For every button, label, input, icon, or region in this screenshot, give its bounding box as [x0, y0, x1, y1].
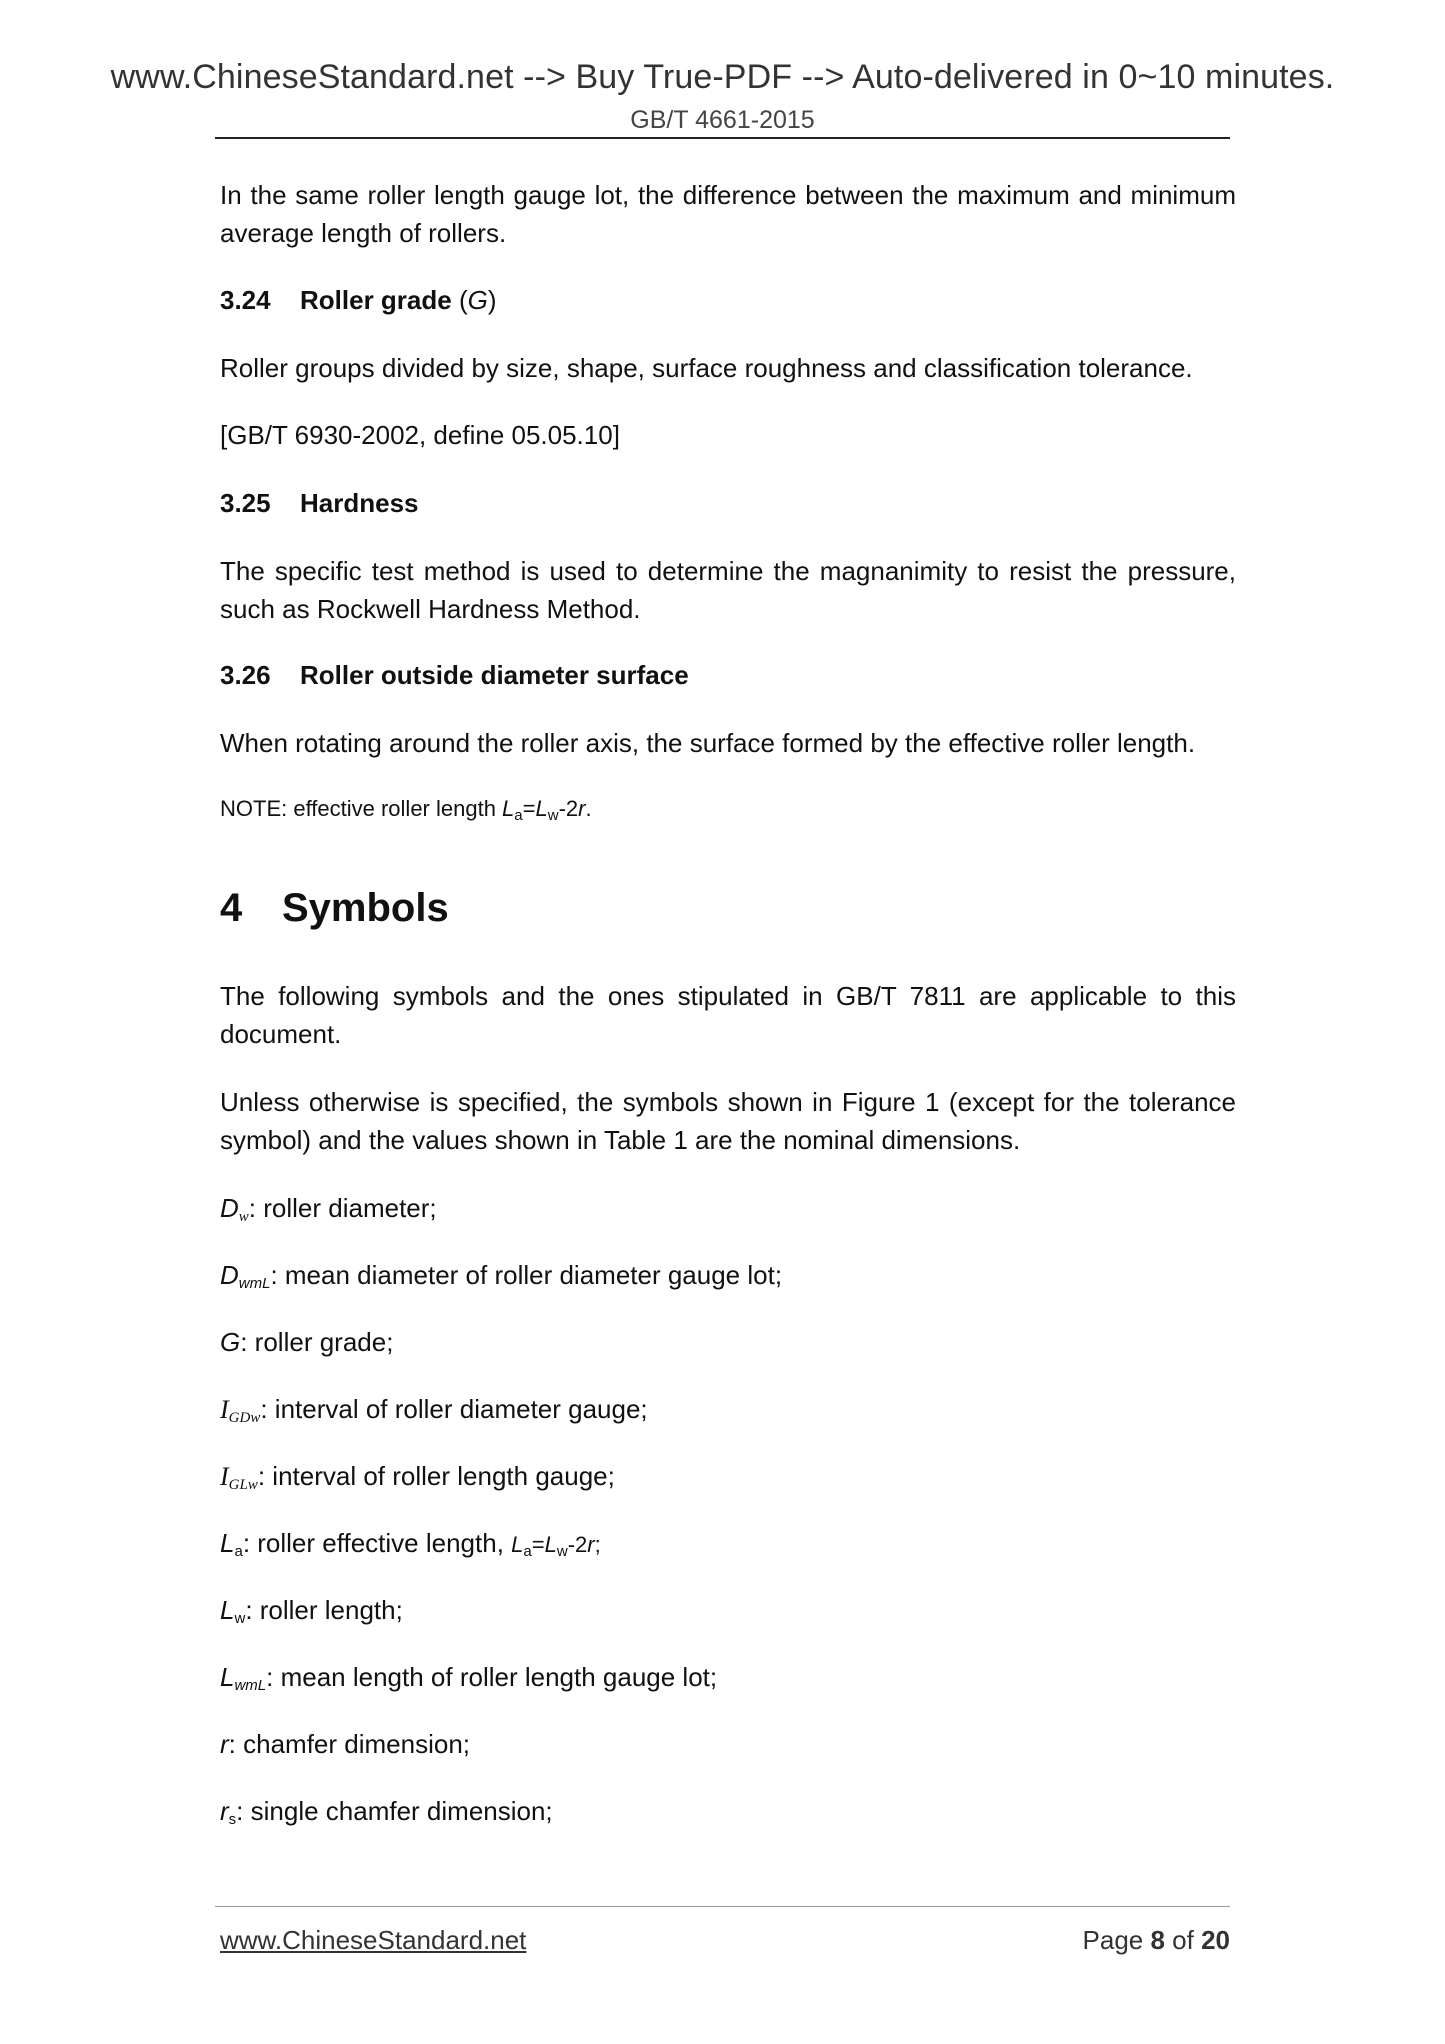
symbol-subscript: GLw: [228, 1477, 258, 1493]
symbol-description: : roller grade;: [240, 1327, 394, 1357]
clause-3-24-definition: Roller groups divided by size, shape, surface roughness and classification tolerance.: [220, 353, 1193, 383]
footer-site-link[interactable]: www.ChineseStandard.net: [220, 1925, 527, 1955]
clause-3-24-heading: [220, 285, 497, 316]
symbol-base: I: [220, 1462, 229, 1491]
symbol-description: : single chamfer dimension;: [236, 1796, 553, 1826]
page-total: 20: [1201, 1925, 1230, 1955]
standard-code: GB/T 4661-2015: [630, 106, 815, 134]
clause-symbol: G: [467, 285, 488, 315]
symbol-lw: [220, 1595, 403, 1627]
symbol-subscript: wmL: [238, 1275, 271, 1292]
symbol-base: L: [220, 1595, 235, 1625]
clause-3-26-definition: When rotating around the roller axis, the surface formed by the effective roller length.: [220, 728, 1196, 758]
formula-equals: =: [531, 1532, 545, 1557]
note-subscript: w: [547, 807, 559, 824]
header-divider: [215, 137, 1230, 139]
symbol-description: : roller diameter;: [248, 1193, 437, 1223]
clause-3-25-heading: [220, 488, 419, 519]
symbol-formula: [511, 1532, 601, 1560]
clause-title: Hardness: [300, 488, 419, 518]
section-4-paragraph-1: The following symbols and the ones stipulated in GB/T 7811 are applicable to this document.: [220, 981, 1236, 1049]
symbol-iglw: [220, 1461, 615, 1494]
symbol-base: I: [220, 1395, 229, 1424]
formula-end: ;: [594, 1532, 601, 1557]
clause-3-24-source: [GB/T 6930-2002, define 05.05.10]: [220, 420, 620, 450]
page-of: of: [1164, 1925, 1202, 1955]
symbol-description: : roller effective length,: [242, 1528, 512, 1558]
note-symbol: L: [535, 796, 548, 821]
clause-number: 3.25: [220, 488, 271, 518]
symbol-subscript: a: [234, 1543, 243, 1560]
formula-symbol: r: [587, 1532, 595, 1557]
clause-title: Roller grade: [300, 285, 452, 315]
symbol-subscript: s: [228, 1811, 237, 1828]
symbol-base: G: [220, 1327, 241, 1357]
section-number: 4: [220, 886, 243, 930]
clause-3-25-definition: The specific test method is used to determine the magnanimity to resist the pressure, such as Rockwell Hardness Method.: [220, 556, 1236, 624]
intro-paragraph: In the same roller length gauge lot, the difference between the maximum and minimum average length of rollers.: [220, 180, 1236, 248]
symbol-base: D: [220, 1193, 239, 1223]
formula-symbol: L: [511, 1532, 524, 1557]
symbol-lwml: [220, 1662, 717, 1694]
symbol-base: L: [220, 1528, 235, 1558]
symbol-base: L: [220, 1662, 235, 1692]
symbol-description: : mean length of roller length gauge lot;: [266, 1662, 718, 1692]
symbol-base: r: [220, 1796, 229, 1826]
symbol-description: : interval of roller diameter gauge;: [260, 1394, 648, 1424]
symbol-subscript: w: [234, 1610, 246, 1627]
symbol-description: : mean diameter of roller diameter gauge lot;: [270, 1260, 783, 1290]
symbol-description: : interval of roller length gauge;: [257, 1461, 615, 1491]
symbol-igdw: [220, 1394, 648, 1427]
section-title: Symbols: [282, 886, 449, 930]
note-symbol: r: [578, 796, 586, 821]
symbol-base: D: [220, 1260, 239, 1290]
symbol-subscript: GDw: [228, 1410, 261, 1426]
section-4-paragraph-2: Unless otherwise is specified, the symbols shown in Figure 1 (except for the tolerance symbol) and the values shown in Table 1 are the nominal dimensions.: [220, 1087, 1236, 1155]
clause-number: 3.24: [220, 285, 271, 315]
page-current: 8: [1150, 1925, 1165, 1955]
symbol-base: r: [220, 1729, 229, 1759]
symbol-dw: [220, 1193, 437, 1226]
site-banner: www.ChineseStandard.net --> Buy True-PDF --> Auto-delivered in 0~10 minutes.: [110, 58, 1335, 96]
symbol-g: [220, 1327, 393, 1358]
clause-3-26-note: [220, 796, 592, 824]
symbol-la: [220, 1528, 601, 1560]
formula-minus: -2: [567, 1532, 588, 1557]
clause-3-26-heading: [220, 660, 689, 691]
paren-open: (: [458, 285, 468, 315]
clause-title: Roller outside diameter surface: [300, 660, 689, 690]
symbol-dwml: [220, 1260, 782, 1292]
page-indicator: [1083, 1925, 1230, 1956]
note-text: NOTE: effective roller length: [220, 796, 503, 821]
symbol-description: : chamfer dimension;: [228, 1729, 470, 1759]
symbol-rs: [220, 1796, 553, 1828]
symbol-description: : roller length;: [245, 1595, 403, 1625]
page-label: Page: [1082, 1925, 1151, 1955]
clause-number: 3.26: [220, 660, 271, 690]
symbol-subscript: w: [238, 1209, 249, 1225]
note-subscript: a: [514, 807, 523, 824]
paren-close: ): [487, 285, 497, 315]
section-4-heading: [220, 886, 449, 931]
symbol-r: [220, 1729, 470, 1760]
note-symbol: L: [502, 796, 515, 821]
note-equals: =: [522, 796, 536, 821]
symbol-subscript: wmL: [234, 1677, 267, 1694]
formula-symbol: L: [544, 1532, 557, 1557]
note-minus: -2: [558, 796, 579, 821]
footer-divider: [215, 1906, 1230, 1907]
formula-subscript: w: [556, 1543, 568, 1560]
note-end: .: [585, 796, 592, 821]
formula-subscript: a: [523, 1543, 532, 1560]
